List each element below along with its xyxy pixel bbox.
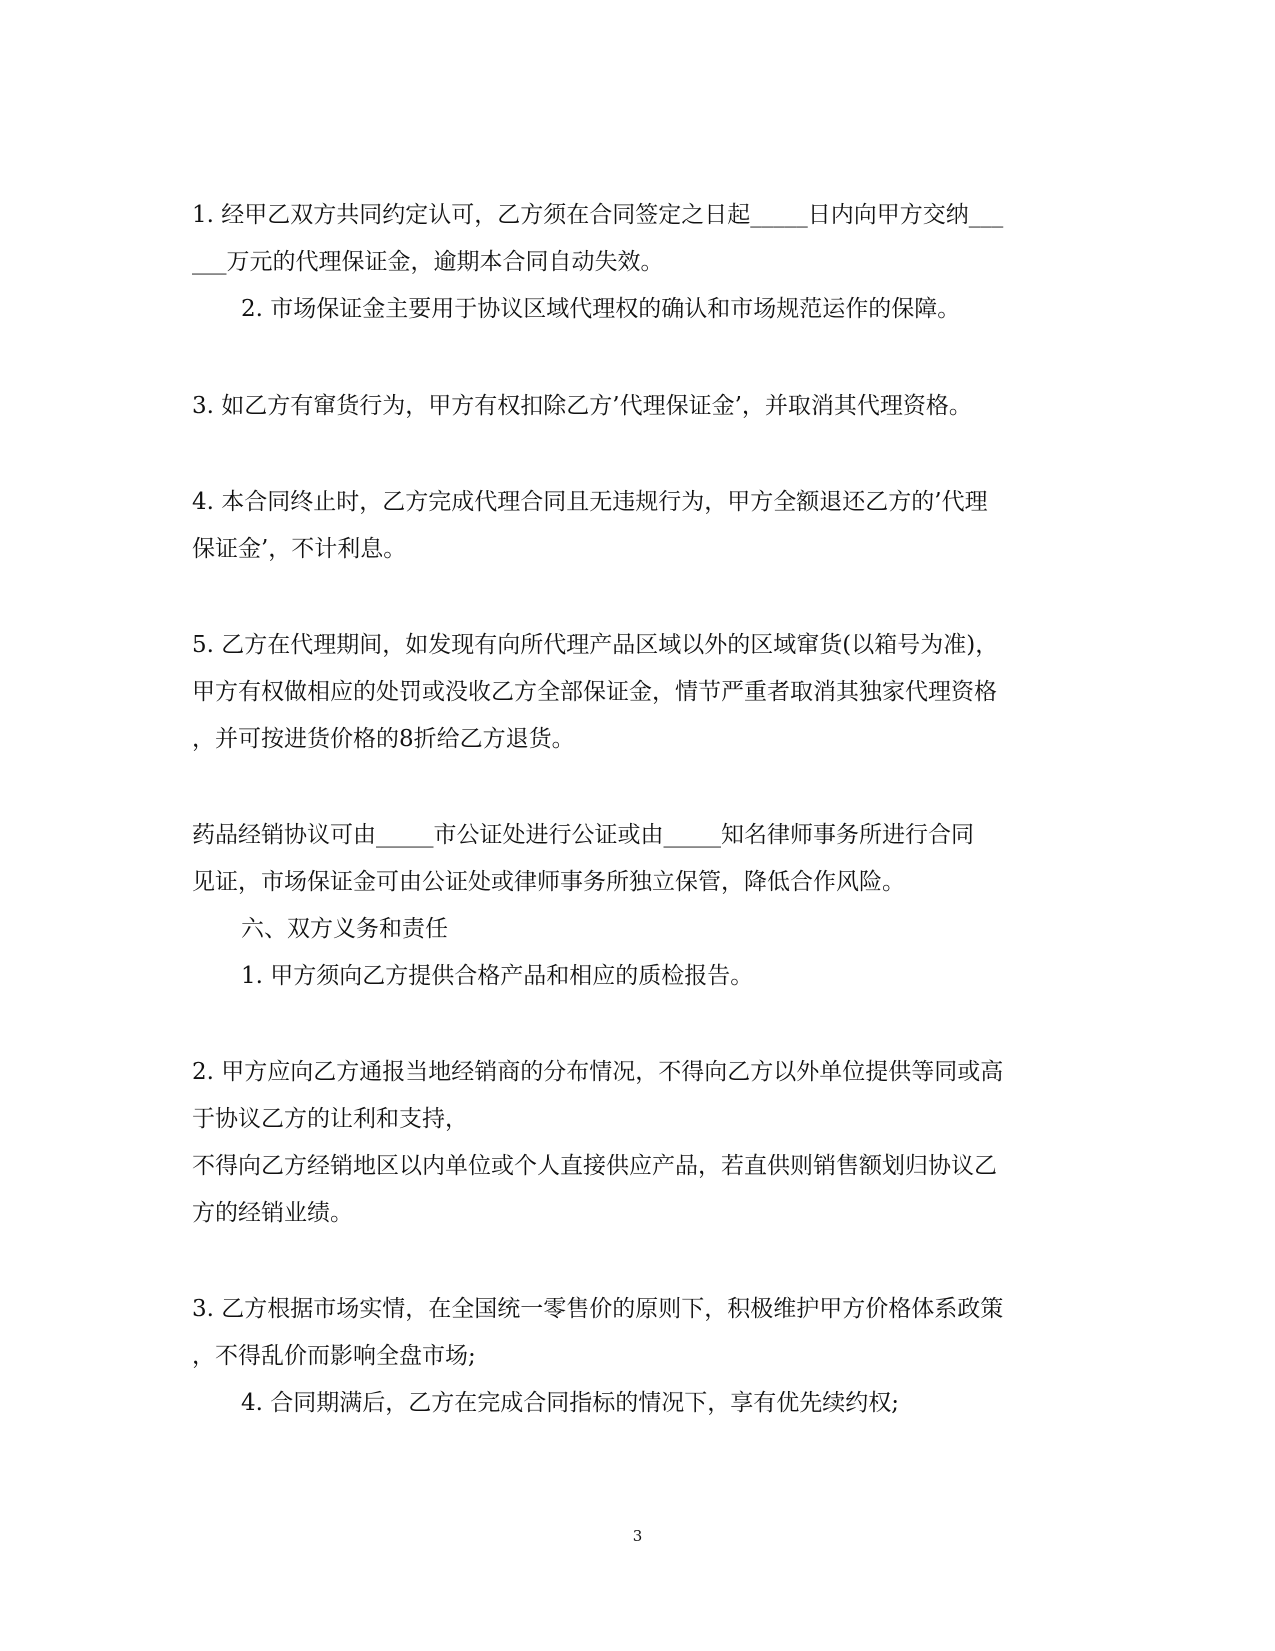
clause-refund-line-2: 保证金’，不计利息。 xyxy=(192,536,407,562)
obligation-3-line-2: ，不得乱价而影响全盘市场; xyxy=(192,1343,476,1369)
section-heading-obligations: 六、双方义务和责任 xyxy=(241,916,448,942)
obligation-2-line-1: 2. 甲方应向乙方通报当地经销商的分布情况，不得向乙方以外单位提供等同或高 xyxy=(192,1059,1004,1085)
notarization-line-2: 见证，市场保证金可由公证处或律师事务所独立保管，降低合作风险。 xyxy=(192,869,905,895)
clause-deposit-line-1: 1. 经甲乙双方共同约定认可，乙方须在合同签定之日起_____日内向甲方交纳___ xyxy=(192,202,1004,228)
clause-cross-selling: 3. 如乙方有窜货行为，甲方有权扣除乙方’代理保证金’，并取消其代理资格。 xyxy=(192,393,972,419)
clause-deposit-purpose: 2. 市场保证金主要用于协议区域代理权的确认和市场规范运作的保障。 xyxy=(241,296,961,322)
obligation-2-line-3: 不得向乙方经销地区以内单位或个人直接供应产品，若直供则销售额划归协议乙 xyxy=(192,1153,997,1179)
notarization-line-1: 药品经销协议可由_____市公证处进行公证或由_____知名律师事务所进行合同 xyxy=(192,822,974,848)
clause-penalty-line-2: 甲方有权做相应的处罚或没收乙方全部保证金，情节严重者取消其独家代理资格 xyxy=(192,679,997,705)
clause-penalty-line-1: 5. 乙方在代理期间，如发现有向所代理产品区域以外的区域窜货(以箱号为准)， xyxy=(192,632,999,658)
page-number: 3 xyxy=(632,1527,643,1545)
obligation-2-line-4: 方的经销业绩。 xyxy=(192,1200,353,1226)
obligation-4: 4. 合同期满后，乙方在完成合同指标的情况下，享有优先续约权; xyxy=(241,1390,900,1416)
obligation-1: 1. 甲方须向乙方提供合格产品和相应的质检报告。 xyxy=(241,963,754,989)
obligation-2-line-2: 于协议乙方的让利和支持， xyxy=(192,1106,468,1132)
clause-deposit-line-2: ___万元的代理保证金，逾期本合同自动失效。 xyxy=(192,249,664,275)
obligation-3-line-1: 3. 乙方根据市场实情，在全国统一零售价的原则下，积极维护甲方价格体系政策 xyxy=(192,1296,1004,1322)
clause-penalty-line-3: ，并可按进货价格的8折给乙方退货。 xyxy=(192,726,575,752)
clause-refund-line-1: 4. 本合同终止时，乙方完成代理合同且无违规行为，甲方全额退还乙方的’代理 xyxy=(192,489,988,515)
